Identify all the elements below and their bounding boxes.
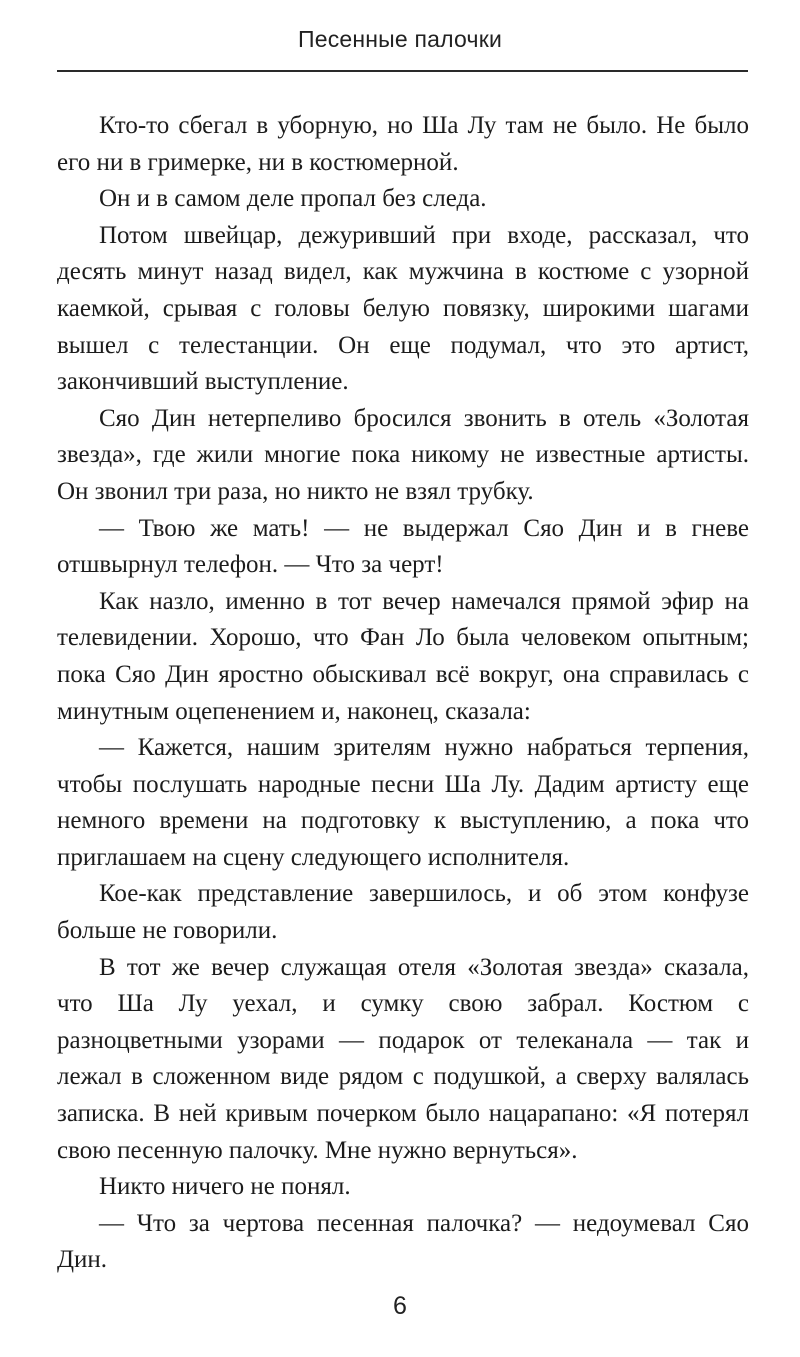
paragraph: В тот же вечер служащая отеля «Золотая звезда» сказала, что Ша Лу уехал, и сумку свою забрал. Костюм с разноцветными узорами — подарок от телеканала — так и лежал в сложенном виде рядом с подушкой, а сверху валялась записка. В ней кривым почерком было нацарапано: «Я потерял свою песенную палочку. Мне нужно вернуться». (57, 953, 749, 1164)
paragraph: Никто ничего не понял. (99, 1173, 351, 1201)
body-text (57, 108, 749, 1279)
paragraph: Кто-то сбегал в уборную, но Ша Лу там не было. Не было его ни в гримерке, ни в костюмерной. (57, 112, 749, 176)
paragraph: — Кажется, нашим зрителям нужно набраться терпения, чтобы послушать народные песни Ша Лу. Дадим артисту еще немного времени на подготовку к выступлению, а пока что приглашаем на сцену следующего исполнителя. (57, 734, 749, 871)
paragraph: Как назло, именно в тот вечер намечался прямой эфир на телевидении. Хорошо, что Фан Ло была человеком опытным; пока Сяо Дин яростно обыскивал всё вокруг, она справилась с минутным оцепенением и, наконец, сказала: (57, 587, 749, 725)
paragraph: Сяо Дин нетерпеливо бросился звонить в отель «Золотая звезда», где жили многие пока никому не известные артисты. Он звонил три раза, но никто не взял трубку. (57, 404, 749, 505)
paragraph: Потом швейцар, дежуривший при входе, рассказал, что десять минут назад видел, как мужчина в костюме с узорной каемкой, срывая с головы белую повязку, широкими шагами вышел с телестанции. Он еще подумал, что это артист, закончивший выступление. (57, 221, 749, 396)
page-number: 6 (393, 1292, 407, 1320)
paragraph: Кое-как представление завершилось, и об этом конфузе больше не говорили. (57, 880, 749, 945)
running-head-title: Песенные палочки (297, 26, 503, 52)
paragraph: — Что за чертова песенная палочка? — недоумевал Сяо Дин. (57, 1209, 749, 1274)
paragraph: — Твою же мать! — не выдержал Сяо Дин и в гневе отшвырнул телефон. — Что за черт! (57, 514, 749, 579)
paragraph: Он и в самом деле пропал без следа. (99, 185, 487, 213)
header-rule (57, 70, 748, 72)
